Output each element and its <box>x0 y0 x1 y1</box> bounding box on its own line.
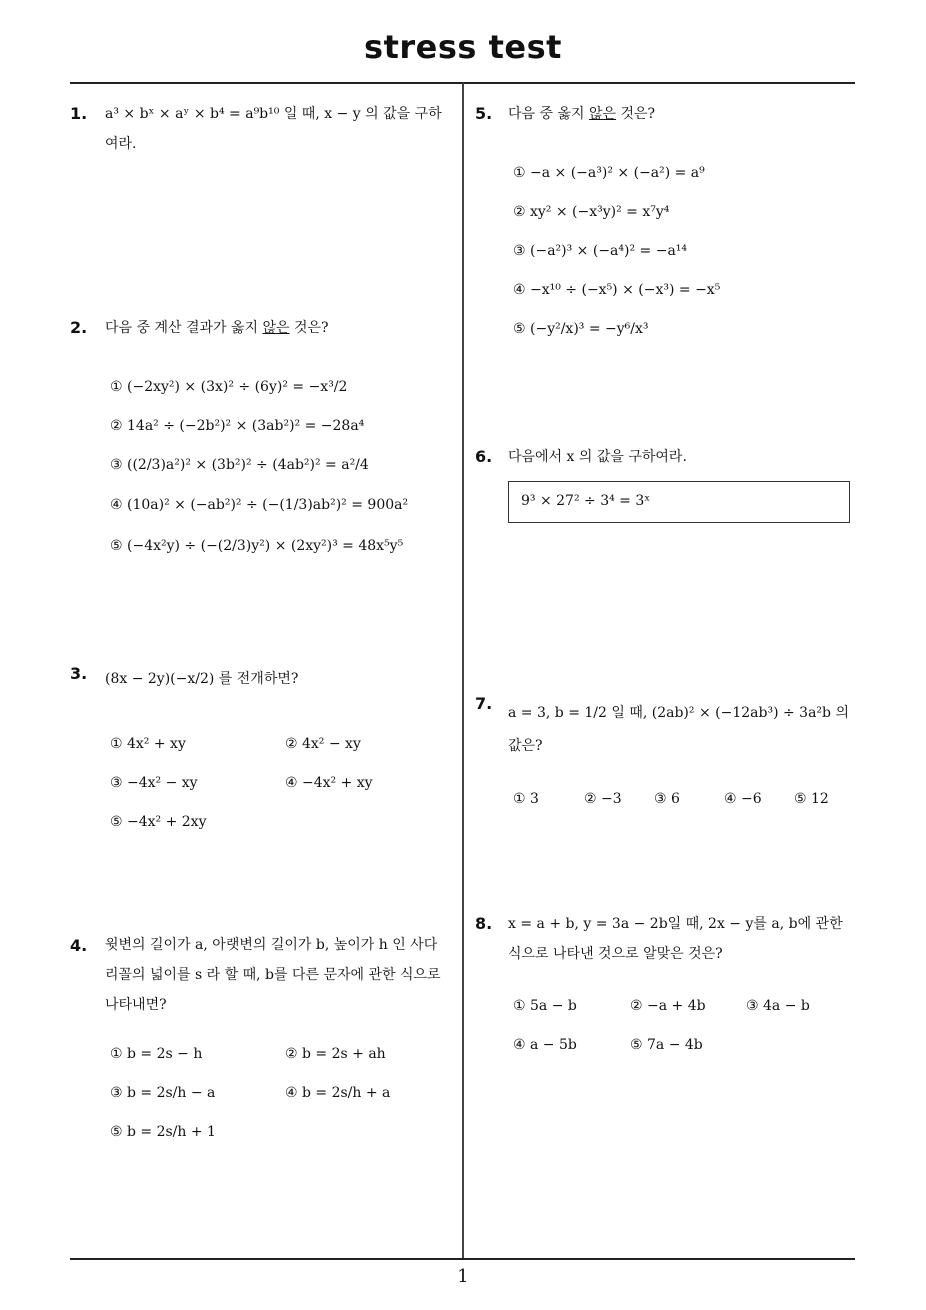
question-text <box>105 930 457 1020</box>
question-text <box>105 99 442 159</box>
choice-1[interactable]: ① 5a − b <box>513 998 577 1014</box>
column-divider <box>462 83 464 1258</box>
question-text-line: a = 3, b = 1/2 일 때, (2ab)² × (−12ab³) ÷ 3a²b 의 <box>508 705 849 721</box>
choice-1[interactable]: ① b = 2s − h <box>110 1046 203 1062</box>
choice-5[interactable]: ⑤ b = 2s/h + 1 <box>110 1124 216 1140</box>
choice-1[interactable]: ① 4x² + xy <box>110 736 186 752</box>
question-number: 5. <box>475 104 493 123</box>
question-text: (8x − 2y)(−x/2) 를 전개하면? <box>105 671 299 687</box>
question-number: 8. <box>475 914 493 933</box>
choice-4[interactable]: ④ (10a)² × (−ab²)² ÷ (−(1/3)ab²)² = 900a² <box>110 497 409 513</box>
question-number: 6. <box>475 447 493 466</box>
choice-2[interactable]: ② b = 2s + ah <box>285 1046 386 1062</box>
choice-5[interactable]: ⑤ −4x² + 2xy <box>110 814 207 830</box>
page-title: stress test <box>364 28 562 66</box>
choice-2[interactable]: ② xy² × (−x³y)² = x⁷y⁴ <box>513 204 670 220</box>
question-text <box>508 909 860 969</box>
question-text: 다음 중 계산 결과가 옳지 않은 것은? <box>105 320 329 336</box>
choice-3[interactable]: ③ 6 <box>654 791 680 807</box>
equation-box <box>508 481 850 523</box>
choice-4[interactable]: ④ b = 2s/h + a <box>285 1085 391 1101</box>
choice-2[interactable]: ② −a + 4b <box>630 998 706 1014</box>
question-text-line: 나타내면? <box>105 997 167 1013</box>
choice-3[interactable]: ③ 4a − b <box>746 998 810 1014</box>
question-number: 3. <box>70 664 88 683</box>
bottom-rule <box>70 1258 855 1260</box>
choice-2[interactable]: ② 4x² − xy <box>285 736 361 752</box>
question-text: 다음 중 옳지 않은 것은? <box>508 106 656 122</box>
choice-2[interactable]: ② 14a² ÷ (−2b²)² × (3ab²)² = −28a⁴ <box>110 418 365 434</box>
question-text-line: 식으로 나타낸 것으로 알맞은 것은? <box>508 946 723 962</box>
page-number: 1 <box>457 1266 469 1287</box>
question-text-line: 리꼴의 넓이를 s 라 할 때, b를 다른 문자에 관한 식으로 <box>105 967 441 983</box>
choice-5[interactable]: ⑤ (−y²/x)³ = −y⁶/x³ <box>513 321 649 337</box>
choice-4[interactable]: ④ −6 <box>724 791 762 807</box>
choice-1[interactable]: ① (−2xy²) × (3x)² ÷ (6y)² = −x³/2 <box>110 379 348 395</box>
question-number: 2. <box>70 318 88 337</box>
choice-3[interactable]: ③ ((2/3)a²)² × (3b²)² ÷ (4ab²)² = a²/4 <box>110 457 369 473</box>
question-text-line: 윗변의 길이가 a, 아랫변의 길이가 b, 높이가 h 인 사다 <box>105 937 438 953</box>
choice-3[interactable]: ③ −4x² − xy <box>110 775 198 791</box>
question-text-line: x = a + b, y = 3a − 2b일 때, 2x − y를 a, b에 관한 <box>508 916 843 932</box>
choice-1[interactable]: ① 3 <box>513 791 539 807</box>
equation-text: 9³ × 27² ÷ 3⁴ = 3ˣ <box>521 493 651 509</box>
choice-4[interactable]: ④ −x¹⁰ ÷ (−x⁵) × (−x³) = −x⁵ <box>513 282 721 298</box>
question-text: 다음에서 x 의 값을 구하여라. <box>508 449 687 465</box>
question-number: 4. <box>70 936 88 955</box>
question-text-line: a³ × bˣ × aʸ × b⁴ = a⁹b¹⁰ 일 때, x − y 의 값을 구하 <box>105 106 442 122</box>
choice-1[interactable]: ① −a × (−a³)² × (−a²) = a⁹ <box>513 165 705 181</box>
choice-5[interactable]: ⑤ (−4x²y) ÷ (−(2/3)y²) × (2xy²)³ = 48x⁵y⁵ <box>110 538 404 554</box>
choice-5[interactable]: ⑤ 12 <box>794 791 829 807</box>
choice-2[interactable]: ② −3 <box>584 791 622 807</box>
choice-4[interactable]: ④ −4x² + xy <box>285 775 373 791</box>
choice-5[interactable]: ⑤ 7a − 4b <box>630 1037 703 1053</box>
choice-3[interactable]: ③ b = 2s/h − a <box>110 1085 216 1101</box>
question-text-line: 값은? <box>508 738 543 754</box>
question-number: 7. <box>475 694 493 713</box>
choice-4[interactable]: ④ a − 5b <box>513 1037 577 1053</box>
question-text <box>508 697 858 763</box>
question-text-line: 여라. <box>105 136 137 152</box>
question-number: 1. <box>70 104 88 123</box>
choice-3[interactable]: ③ (−a²)³ × (−a⁴)² = −a¹⁴ <box>513 243 688 259</box>
